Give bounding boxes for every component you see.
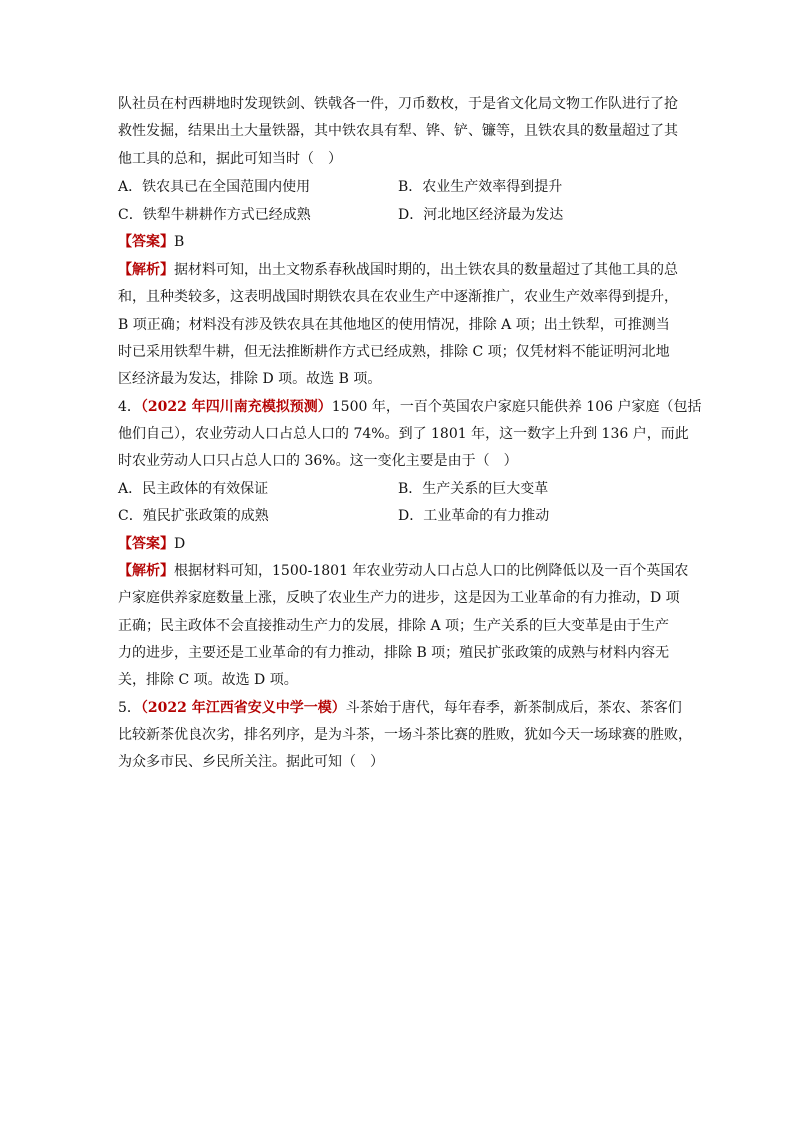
q4-analysis-line-3: 正确；民主政体不会直接推动生产力的发展，排除 A 项；生产关系的巨大变革是由于生产 [118, 618, 670, 634]
q3-stem-line-2: 救性发掘，结果出土大量铁器，其中铁农具有犁、铧、铲、镰等，且铁农具的数量超过了其 [118, 123, 678, 139]
analysis-text: 据材料可知，出土文物系春秋战国时期的，出土铁农具的数量超过了其他工具的总 [174, 262, 678, 278]
answer-tag: 【答案】 [118, 536, 174, 552]
q4-option-d: D．工业革命的有力推动 [398, 508, 550, 524]
q5-stem-line-3: 为众多市民、乡民所关注。据此可知（ ） [118, 754, 384, 770]
q3-answer [118, 232, 698, 252]
q4-option-c: C．殖民扩张政策的成熟 [118, 508, 269, 524]
q3-analysis-line-3: B 项正确；材料没有涉及铁农具在其他地区的使用情况，排除 A 项；出土铁犁，可推测当 [118, 317, 670, 333]
q4-stem-line-3: 时农业劳动人口只占总人口的 36%。这一变化主要是由于（ ） [118, 453, 518, 469]
q3-option-c: C．铁犁牛耕耕作方式已经成熟 [118, 207, 311, 223]
q3-option-b: B．农业生产效率得到提升 [398, 179, 563, 195]
q5-stem-text: 斗茶始于唐代，每年春季，新茶制成后，茶农、茶客们 [345, 700, 682, 716]
q4-analysis-line-1 [118, 561, 698, 581]
q3-option-d: D．河北地区经济最为发达 [398, 207, 564, 223]
q4-option-a: A．民主政体的有效保证 [118, 481, 269, 497]
analysis-text: 根据材料可知，1500-1801 年农业劳动人口占总人口的比例降低以及一百个英国农 [174, 563, 689, 579]
q4-stem-line-1 [118, 397, 702, 417]
q4-analysis-line-2: 户家庭供养家庭数量上涨，反映了农业生产力的进步，这是因为工业革命的有力推动，D 项 [118, 590, 680, 606]
q4-analysis-line-4: 力的进步，主要还是工业革命的有力推动，排除 B 项；殖民扩张政策的成熟与材料内容无 [118, 645, 670, 661]
answer-tag: 【答案】 [118, 234, 174, 250]
q5-source: （2022 年江西省安义中学一模） [140, 700, 346, 716]
answer-value: B [174, 234, 185, 250]
q3-analysis-line-4: 时已采用铁犁牛耕，但无法推断耕作方式已经成熟，排除 C 项；仅凭材料不能证明河北地 [118, 344, 670, 360]
q3-analysis-line-2: 和，且种类较多，这表明战国时期铁农具在农业生产中逐渐推广，农业生产效率得到提升， [118, 289, 678, 305]
q4-analysis-line-5: 关，排除 C 项。故选 D 项。 [118, 672, 298, 688]
q5-stem-line-1 [118, 698, 698, 718]
analysis-tag: 【解析】 [118, 262, 174, 278]
answer-value: D [174, 536, 186, 552]
q5-stem-line-2: 比较新茶优良次劣，排名列序，是为斗茶，一场斗茶比赛的胜败，犹如今天一场球赛的胜败， [118, 727, 692, 743]
q4-answer [118, 534, 698, 554]
q4-option-b: B．生产关系的巨大变革 [398, 481, 549, 497]
q3-analysis-line-1 [118, 260, 698, 280]
analysis-tag: 【解析】 [118, 563, 174, 579]
q4-stem-text: 1500 年，一百个英国农户家庭只能供养 106 户家庭（包括 [331, 399, 702, 415]
q4-number: 4． [118, 399, 141, 415]
q4-stem-line-2: 他们自己），农业劳动人口占总人口的 74%。到了 1801 年，这一数字上升到 136 户，而此 [118, 426, 689, 442]
q3-analysis-line-5: 区经济最为发达，排除 D 项。故选 B 项。 [118, 371, 382, 387]
q4-source: （2022 年四川南充模拟预测） [140, 399, 332, 415]
q3-option-a: A．铁农具已在全国范围内使用 [118, 179, 311, 195]
q3-stem-line-3: 他工具的总和，据此可知当时（ ） [118, 151, 342, 167]
q5-number: 5． [118, 700, 141, 716]
q3-stem-line-1: 队社员在村西耕地时发现铁剑、铁戟各一件，刀币数枚，于是省文化局文物工作队进行了抢 [118, 96, 678, 112]
